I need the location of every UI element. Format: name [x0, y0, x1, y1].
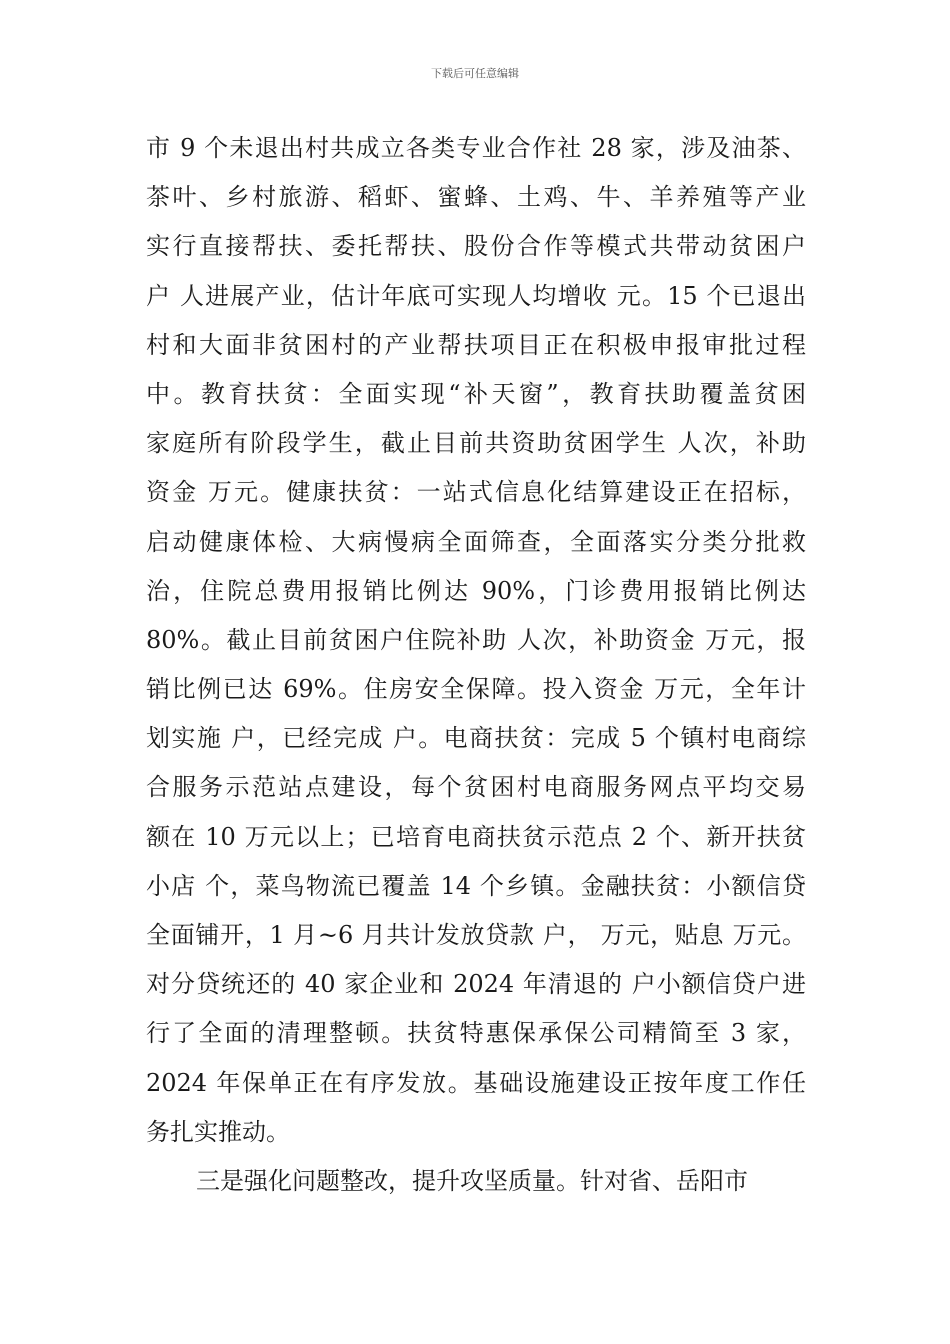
- text-line: 村和大面非贫困村的产业帮扶项目正在积极申报审批过程: [146, 330, 806, 359]
- text-line: 销比例已达 69%。住房安全保障。投入资金 万元，全年计: [146, 675, 806, 704]
- text-line: 家庭所有阶段学生，截止目前共资助贫困学生 人次，补助: [146, 429, 806, 458]
- paragraph: [146, 1157, 806, 1206]
- text-line: 市 9 个未退出村共成立各类专业合作社 28 家，涉及油茶、: [146, 134, 806, 162]
- text-line: 合服务示范站点建设，每个贫困村电商服务网点平均交易: [146, 773, 806, 802]
- page-header: 下载后可任意编辑: [431, 67, 519, 80]
- text-line: 户 人进展产业，估计年底可实现人均增收 元。15 个已退出: [146, 281, 806, 310]
- text-line: 务扎实推动。: [146, 1117, 290, 1146]
- text-line: 小店 个，菜鸟物流已覆盖 14 个乡镇。金融扶贫：小额信贷: [146, 871, 806, 900]
- text-line: 80%。截止目前贫困户住院补助 人次，补助资金 万元，报: [146, 625, 806, 654]
- text-line: 茶叶、乡村旅游、稻虾、蜜蜂、土鸡、牛、羊养殖等产业: [146, 183, 806, 212]
- document-body: [146, 124, 806, 1206]
- text-line: 对分贷统还的 40 家企业和 2024 年清退的 户小额信贷户进: [146, 970, 806, 999]
- paragraph: [146, 124, 806, 1157]
- text-line: 启动健康体检、大病慢病全面筛查，全面落实分类分批救: [146, 527, 806, 556]
- text-line: 治，住院总费用报销比例达 90%，门诊费用报销比例达: [146, 576, 806, 605]
- text-line: 划实施 户，已经完成 户。电商扶贫：完成 5 个镇村电商综: [146, 724, 806, 753]
- text-line: 三是强化问题整改，提升攻坚质量。针对省、岳阳市: [196, 1166, 748, 1195]
- text-line: 行了全面的清理整顿。扶贫特惠保承保公司精简至 3 家，: [146, 1019, 806, 1048]
- text-line: 资金 万元。健康扶贫：一站式信息化结算建设正在招标，: [146, 478, 806, 507]
- text-line: 2024 年保单正在有序发放。基础设施建设正按年度工作任: [146, 1068, 806, 1097]
- text-line: 中。教育扶贫：全面实现“补天窗”，教育扶助覆盖贫困: [146, 379, 806, 408]
- text-line: 额在 10 万元以上；已培育电商扶贫示范点 2 个、新开扶贫: [146, 822, 806, 851]
- text-line: 实行直接帮扶、委托帮扶、股份合作等模式共带动贫困户: [146, 232, 806, 261]
- text-line: 全面铺开，1 月~6 月共计发放贷款 户， 万元，贴息 万元。: [146, 921, 806, 949]
